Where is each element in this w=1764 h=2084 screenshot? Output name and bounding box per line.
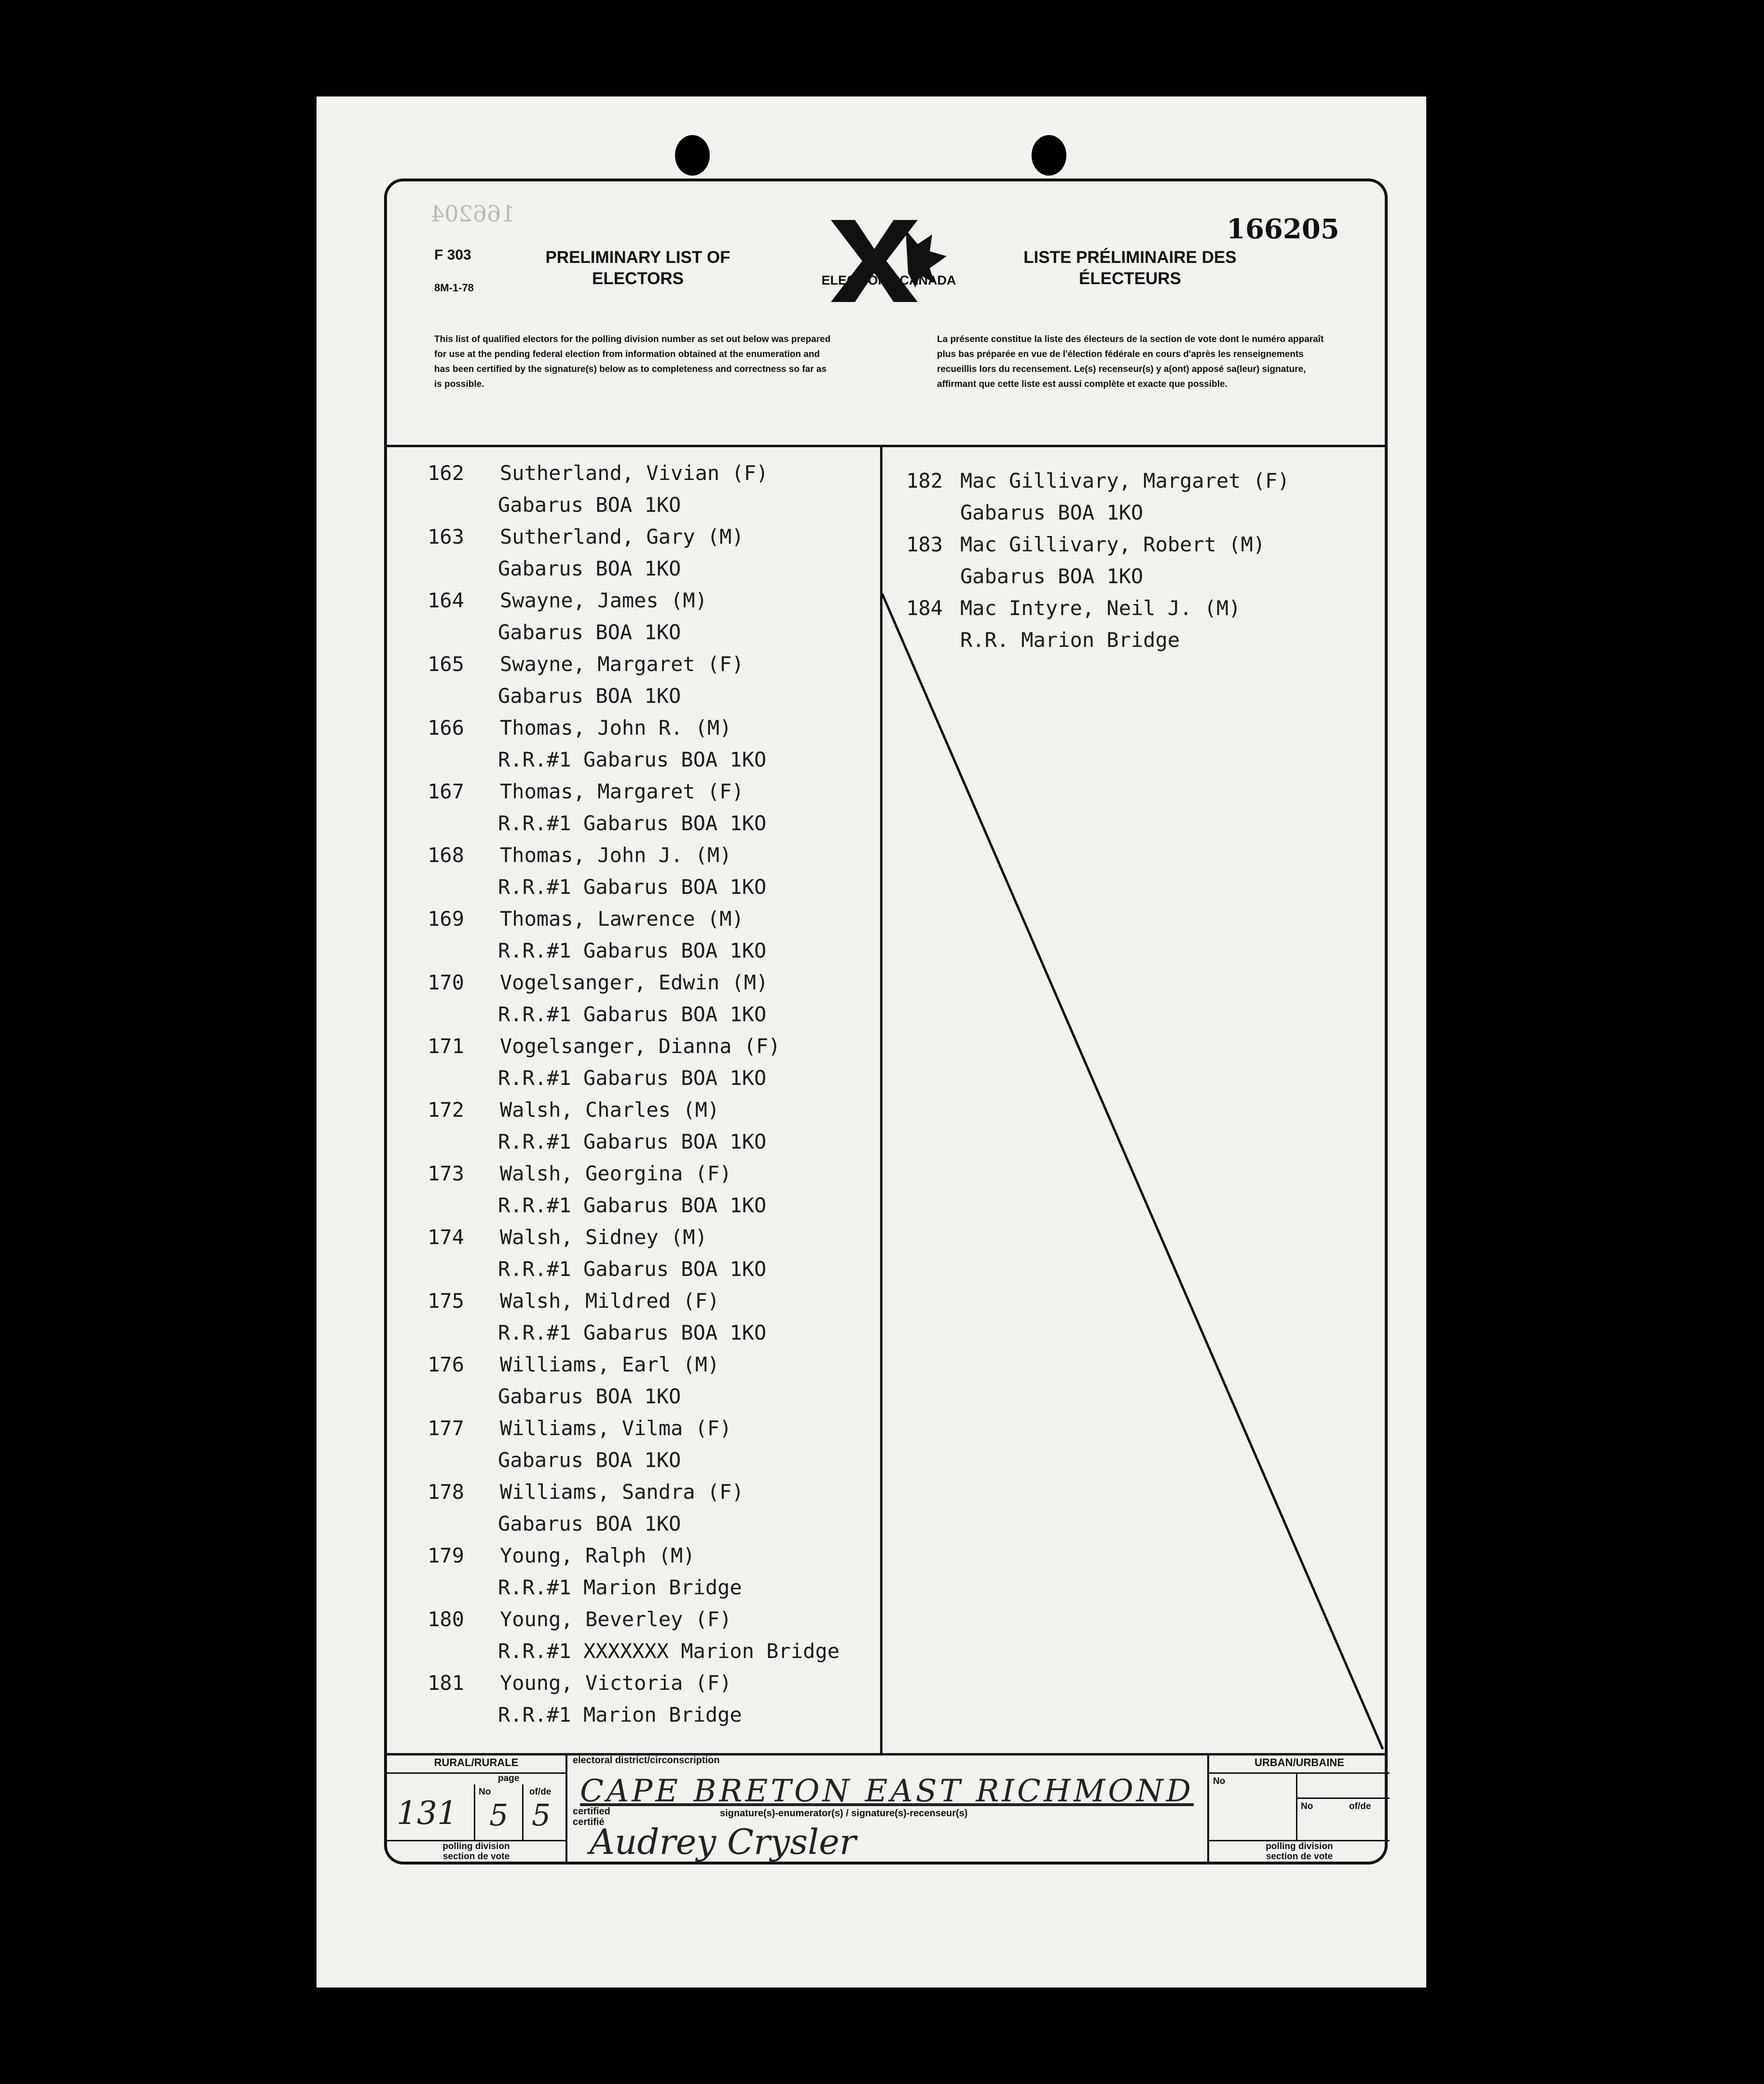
page-label: page [498,1773,520,1783]
entry-number: 178 [427,1480,464,1504]
elector-name: Sutherland, Gary (M) [500,525,744,548]
title-french: LISTE PRÉLIMINAIRE DES ÉLECTEURS [1023,248,1237,288]
polling-division-value: 131 [397,1795,457,1832]
elector-address: Gabarus BOA 1KO [498,493,681,517]
elector-address: Gabarus BOA 1KO [498,684,681,708]
elector-address: R.R.#1 Gabarus BOA 1KO [498,875,767,899]
elector-address: Gabarus BOA 1KO [498,1385,681,1408]
elector-name: Young, Beverley (F) [500,1607,732,1631]
page-of-value: 5 [532,1797,551,1833]
elector-name: Thomas, Margaret (F) [500,780,744,803]
entry-number: 167 [427,780,464,803]
elections-canada-logo [821,210,956,307]
entry-number: 166 [427,716,464,740]
elector-name: Williams, Vilma (F) [500,1416,732,1440]
elector-name: Mac Gillivary, Margaret (F) [960,469,1290,493]
elector-name: Walsh, Sidney (M) [500,1225,707,1249]
rural-inner-divider [474,1784,475,1840]
entry-number: 162 [427,461,464,485]
entry-number: 165 [427,652,464,676]
elector-address: R.R.#1 Gabarus BOA 1KO [498,811,767,835]
form-date: 8M-1-78 [434,282,474,294]
elector-address: R.R.#1 Gabarus BOA 1KO [498,1321,767,1344]
entry-number: 174 [427,1225,464,1249]
rural-box [387,1753,567,1865]
entry-number: 169 [427,907,464,931]
elector-name: Vogelsanger, Dianna (F) [500,1034,781,1058]
urban-section-de-vote-label: section de vote [1266,1851,1333,1862]
elector-address: Gabarus BOA 1KO [498,1448,681,1472]
entry-number: 183 [906,533,943,556]
page-of-label: of/de [529,1787,551,1797]
elector-name: Swayne, James (M) [500,589,707,612]
cancellation-diagonal-line [880,591,1389,1754]
district-label: electoral district/circonscription [573,1755,720,1766]
entry-number: 180 [427,1607,464,1631]
entry-number: 184 [906,596,943,620]
urban-polling-division-label: polling division [1266,1841,1333,1851]
entry-number: 176 [427,1353,464,1376]
elector-name: Young, Victoria (F) [500,1671,732,1695]
urban-page-no-label: No [1301,1801,1313,1811]
elector-name: Williams, Earl (M) [500,1353,720,1376]
elector-address: Gabarus BOA 1KO [498,557,681,580]
elector-name: Walsh, Mildred (F) [500,1289,720,1313]
intro-english: This list of qualified electors for the polling division number as set out below was prepared for use at the pending federal election from information obtained at the enumeration and has been certified by the signature(s) below as to completeness and correctness so far as is possible. [434,334,831,389]
urban-no-label: No [1213,1776,1226,1786]
entry-number: 172 [427,1098,464,1122]
district-value: CAPE BRETON EAST RICHMOND [580,1773,1194,1809]
elector-name: Walsh, Charles (M) [500,1098,720,1122]
serial-number: 166205 [1227,213,1339,245]
form-frame [384,178,1388,1865]
certified-label: certified [573,1806,610,1817]
elector-name: Williams, Sandra (F) [500,1480,744,1504]
title-english: PRELIMINARY LIST OF ELECTORS [545,248,730,288]
polling-division-label: polling division [442,1841,510,1851]
punch-hole-right [1032,135,1066,176]
elector-address: R.R.#1 XXXXXXX Marion Bridge [498,1639,840,1663]
certifie-label: certifié [573,1817,605,1827]
logo-text: ELECTIONS CANADA [821,273,956,288]
elector-address: Gabarus BOA 1KO [498,1512,681,1536]
elector-address: R.R.#1 Marion Bridge [498,1576,742,1599]
page-no-value: 5 [489,1797,509,1833]
elector-name: Thomas, Lawrence (M) [500,907,744,931]
elector-address: R.R.#1 Gabarus BOA 1KO [498,939,767,962]
electors-list-sheet [317,96,1426,1988]
entry-number: 181 [427,1671,464,1695]
elector-name: Young, Ralph (M) [500,1544,695,1567]
elector-name: Mac Intyre, Neil J. (M) [960,596,1241,620]
entry-number: 168 [427,843,464,867]
entry-number: 163 [427,525,464,548]
entry-number: 171 [427,1034,464,1058]
elector-name: Mac Gillivary, Robert (M) [960,533,1266,556]
elector-address: R.R. Marion Bridge [960,628,1180,652]
entry-number: 164 [427,589,464,612]
elector-name: Thomas, John J. (M) [500,843,732,867]
section-de-vote-label: section de vote [442,1851,510,1862]
entry-number: 175 [427,1289,464,1313]
faded-serial-bleedthrough: 166204 [430,201,515,227]
urban-label: URBAN/URBAINE [1209,1753,1390,1774]
entry-number: 182 [906,469,943,493]
elector-name: Walsh, Georgina (F) [500,1162,732,1185]
header-divider [387,445,1385,447]
elector-address: Gabarus BOA 1KO [960,564,1144,588]
urban-page-rule [1296,1797,1390,1799]
elector-name: Sutherland, Vivian (F) [500,461,769,485]
elector-address: R.R.#1 Gabarus BOA 1KO [498,1066,767,1090]
form-code: F 303 [434,247,471,263]
rural-label: RURAL/RURALE [387,1753,565,1774]
entry-number: 179 [427,1544,464,1567]
punch-hole-left [675,135,710,176]
elector-address: R.R.#1 Gabarus BOA 1KO [498,1193,767,1217]
elector-address: Gabarus BOA 1KO [960,501,1144,524]
elector-address: Gabarus BOA 1KO [498,620,681,644]
elector-address: R.R.#1 Gabarus BOA 1KO [498,1130,767,1153]
entry-number: 173 [427,1162,464,1185]
entry-number: 170 [427,971,464,994]
rural-inner-divider-2 [522,1784,524,1840]
signature-label: signature(s)-enumerator(s) / signature(s)-recenseur(s) [720,1808,968,1819]
elector-name: Thomas, John R. (M) [500,716,732,740]
urban-page-of-label: of/de [1349,1801,1371,1811]
elector-address: R.R.#1 Gabarus BOA 1KO [498,748,767,771]
urban-box [1207,1753,1390,1865]
entry-number: 177 [427,1416,464,1440]
elector-name: Vogelsanger, Edwin (M) [500,971,769,994]
urban-inner-divider [1296,1772,1297,1840]
elector-address: R.R.#1 Gabarus BOA 1KO [498,1257,767,1281]
page-no-label: No [479,1787,491,1797]
enumerator-signature: Audrey Crysler [590,1822,856,1862]
intro-french: La présente constitue la liste des électeurs de la section de vote dont le numéro apparaît plus bas préparée en vue de l'élection fédérale en cours d'après les renseignements recueillis lors du recensement. Le(s) recenseur(s) y a(ont) apposé sa(leur) signature, affirmant que cette liste est aussi complète et exacte que possible. [937,334,1324,389]
elector-address: R.R.#1 Gabarus BOA 1KO [498,1002,767,1026]
elector-address: R.R.#1 Marion Bridge [498,1703,742,1727]
elector-name: Swayne, Margaret (F) [500,652,744,676]
